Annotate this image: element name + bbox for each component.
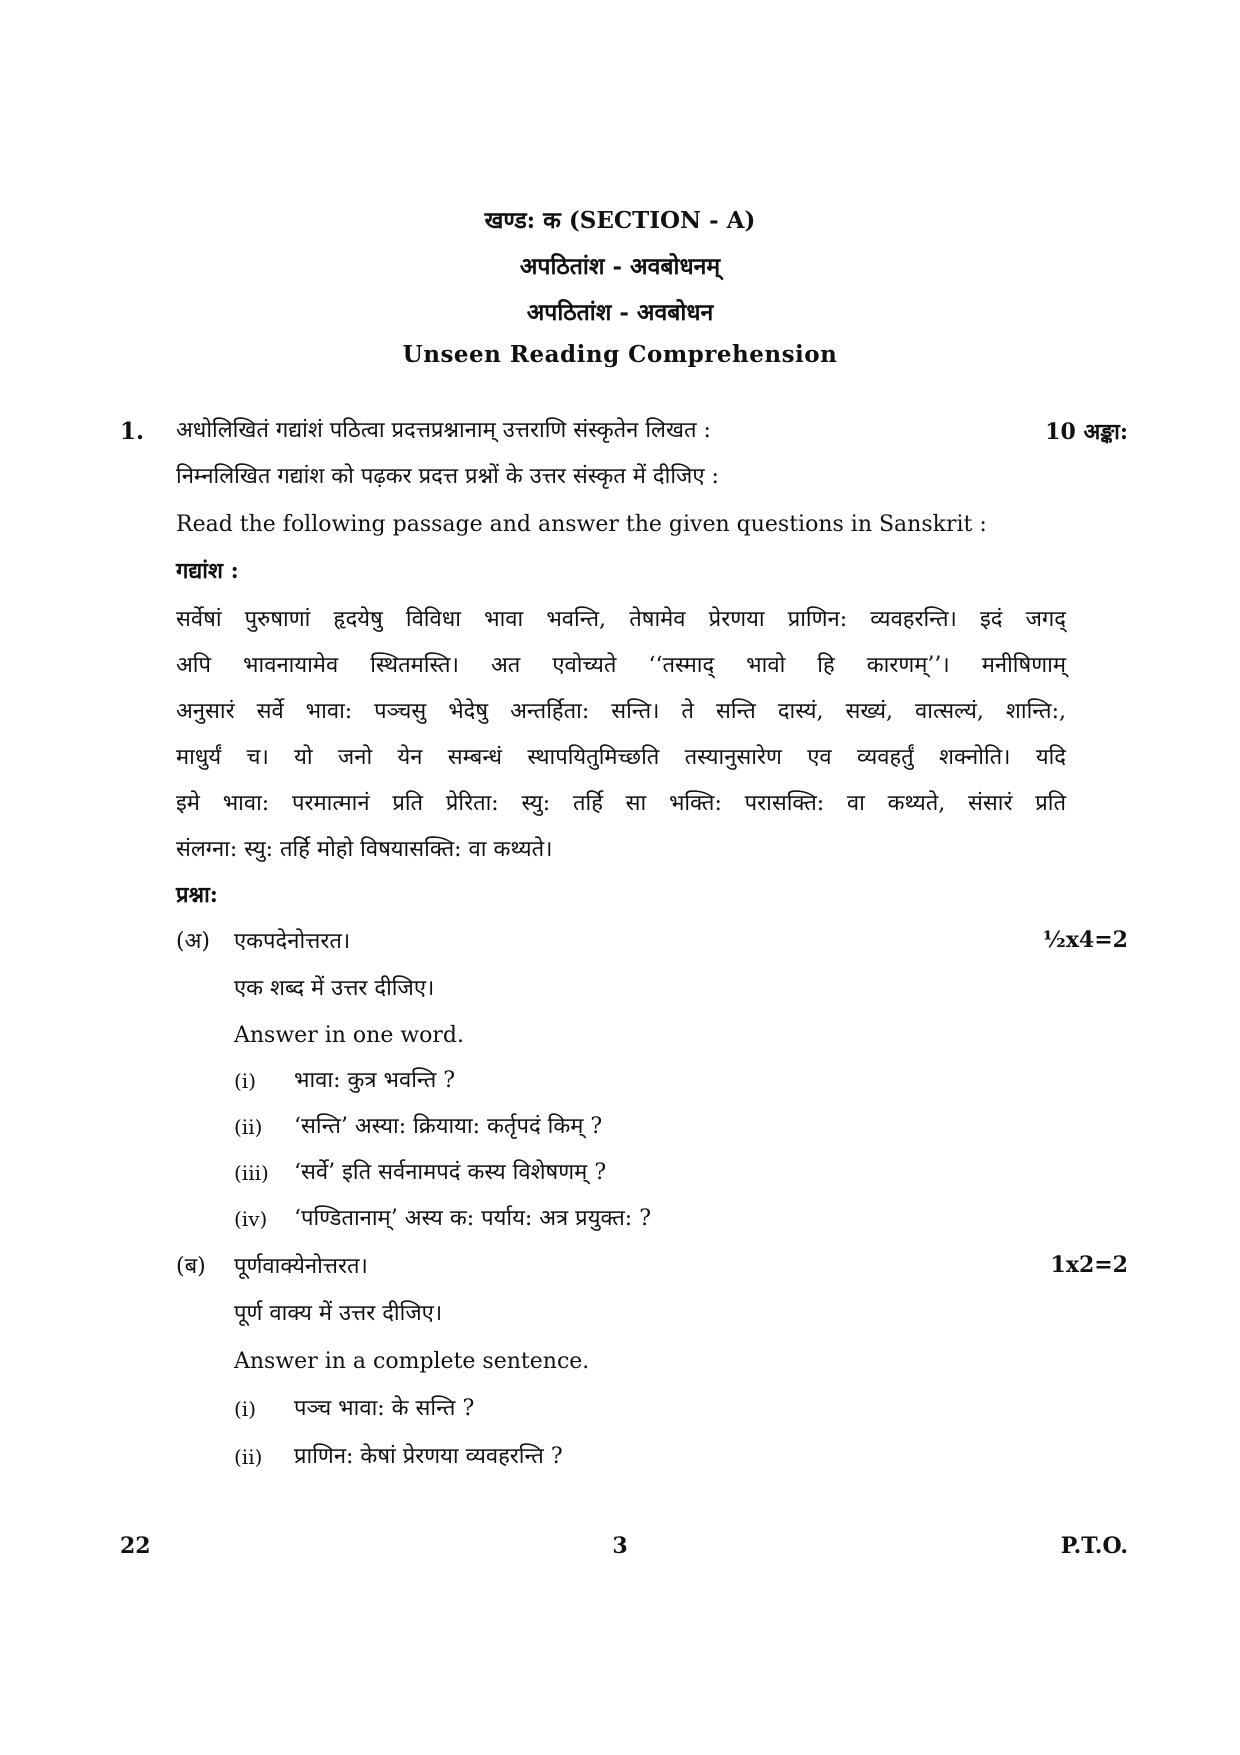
part-a-item-text: ‘सर्वे’ इति सर्वनामपदं कस्य विशेषणम् ? <box>294 1160 607 1185</box>
part-b-item-text: पञ्च भावा: के सन्ति ? <box>294 1396 475 1421</box>
passage-label: गद्यांश : <box>176 558 239 584</box>
passage-line: अनुसारं सर्वे भावा: पञ्चसु भेदेषु अन्तर्हिता: सन्ति। ते सन्ति दास्यं, सख्यं, वात्सल्यं, शान्ति:, <box>176 699 1066 724</box>
part-a-item-text: भावा: कुत्र भवन्ति ? <box>294 1068 456 1093</box>
part-a-label: (अ) <box>176 929 210 954</box>
part-b-english: Answer in a complete sentence. <box>234 1349 590 1374</box>
part-b-marks: 1x2=2 <box>1050 1252 1128 1278</box>
part-a-item-text: ‘सन्ति’ अस्या: क्रियाया: कर्तृपदं किम् ? <box>294 1114 603 1139</box>
part-b-title: पूर्णवाक्येनोत्तरत। <box>234 1254 368 1279</box>
section-heading: खण्ड: क (SECTION - A) <box>484 207 756 234</box>
instruction-sanskrit: अधोलिखितं गद्यांशं पठित्वा प्रदत्तप्रश्नानाम् उत्तराणि संस्कृतेन लिखत : <box>176 418 711 443</box>
passage-line: इमे भावा: परमात्मानं प्रति प्रेरिता: स्यु: तर्हि सा भक्ति: परासक्ति: वा कथ्यते, संसारं प्रति <box>176 791 1066 816</box>
please-turn-over: P.T.O. <box>1060 1533 1128 1559</box>
part-b-item-number: (i) <box>234 1397 257 1421</box>
section-subheading-hindi: अपठितांश - अवबोधन <box>526 299 714 326</box>
section-subheading-sanskrit: अपठितांश - अवबोधनम् <box>519 253 721 280</box>
instruction-english: Read the following passage and answer the given questions in Sanskrit : <box>176 512 987 537</box>
paper-code: 22 <box>120 1533 151 1559</box>
part-a-item-number: (iii) <box>234 1161 269 1185</box>
question-number: 1. <box>120 418 145 445</box>
part-a-item-number: (ii) <box>234 1115 263 1139</box>
passage-line: सर्वेषां पुरुषाणां हृदयेषु विविधा भावा भवन्ति, तेषामेव प्रेरणया प्राणिन: व्यवहरन्ति। इदं जगद् <box>176 607 1066 632</box>
passage <box>176 597 1066 873</box>
part-b-label: (ब) <box>176 1254 206 1279</box>
part-b-item-text: प्राणिन: केषां प्रेरणया व्यवहरन्ति ? <box>294 1444 563 1469</box>
part-a-title: एकपदेनोत्तरत। <box>234 929 351 954</box>
part-a-hindi: एक शब्द में उत्तर दीजिए। <box>234 976 435 1001</box>
page-number: 3 <box>612 1533 628 1559</box>
question-marks: 10 अङ्का: <box>1045 419 1128 445</box>
questions-label: प्रश्ना: <box>176 882 218 908</box>
section-subheading-english: Unseen Reading Comprehension <box>402 341 838 368</box>
part-a-item-number: (iv) <box>234 1207 268 1231</box>
part-b-hindi: पूर्ण वाक्य में उत्तर दीजिए। <box>234 1301 443 1326</box>
part-a-english: Answer in one word. <box>234 1023 465 1048</box>
passage-line: माधुर्यं च। यो जनो येन सम्बन्धं स्थापयितुमिच्छति तस्यानुसारेण एव व्यवहर्तुं शक्नोति। यदि <box>176 745 1066 770</box>
instruction-hindi: निम्नलिखित गद्यांश को पढ़कर प्रदत्त प्रश्नों के उत्तर संस्कृत में दीजिए : <box>176 464 719 489</box>
part-b-item-number: (ii) <box>234 1445 263 1469</box>
part-a-item-text: ‘पण्डितानाम्’ अस्य क: पर्याय: अत्र प्रयुक्त: ? <box>294 1206 651 1231</box>
part-a-item-number: (i) <box>234 1069 257 1093</box>
passage-line: अपि भावनायामेव स्थितमस्ति। अत एवोच्यते ‘‘तस्माद् भावो हि कारणम्’’। मनीषिणाम् <box>176 653 1066 678</box>
passage-line: संलग्ना: स्यु: तर्हि मोहो विषयासक्ति: वा कथ्यते। <box>176 837 553 862</box>
part-a-marks: ½x4=2 <box>1042 927 1128 953</box>
